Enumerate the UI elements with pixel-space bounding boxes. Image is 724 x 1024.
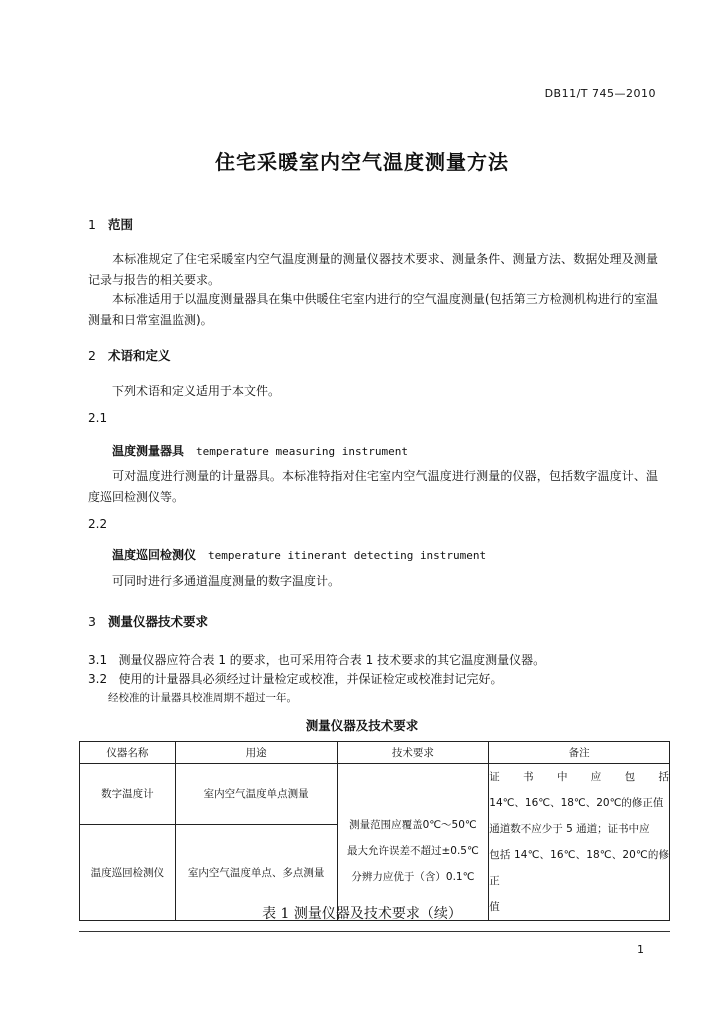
section-3-heading xyxy=(88,612,208,630)
section-1-heading xyxy=(88,215,133,233)
tech-line: 最大允许误差不超过±0.5℃ xyxy=(346,845,479,857)
term-2-1 xyxy=(112,442,408,459)
note-line: 值 xyxy=(489,901,500,913)
document-title: 住宅采暖室内空气温度测量方法 xyxy=(215,150,509,174)
clause-3-1 xyxy=(88,651,545,668)
note-line: 14℃、16℃、18℃、20℃的修正值 xyxy=(489,797,664,809)
term-2-2-definition: 可同时进行多通道温度测量的数字温度计。 xyxy=(112,574,341,588)
table-caption: 测量仪器及技术要求 xyxy=(305,718,419,733)
page-number: 1 xyxy=(637,943,644,956)
table-header-cell: 仪器名称 xyxy=(80,742,176,764)
term-2-2 xyxy=(112,546,486,563)
section-title: 范围 xyxy=(108,217,134,232)
clause-number: 3.2 xyxy=(88,672,108,686)
note-line: 包括 14℃、16℃、18℃、20℃的修正 xyxy=(489,849,669,887)
term-zh: 温度测量器具 xyxy=(112,444,185,458)
section-1-paragraph-1: 本标准规定了住宅采暖室内空气温度测量的测量仪器技术要求、测量条件、测量方法、数据处理及测量记录与报告的相关要求。 xyxy=(88,252,658,287)
instrument-name-cell: 数字温度计 xyxy=(80,764,176,825)
note-line: 证书中应包括 xyxy=(489,771,669,783)
instrument-name-cell: 温度巡回检测仪 xyxy=(80,824,176,920)
technical-requirements-cell xyxy=(337,764,489,921)
note-line: 通道数不应少于 5 通道；证书中应 xyxy=(489,823,650,835)
table-continuation-caption: 表 1 测量仪器及技术要求（续） xyxy=(262,906,462,922)
clause-number: 3.1 xyxy=(88,653,108,667)
document-code: DB11/T 745—2010 xyxy=(544,87,656,100)
instrument-use-cell: 室内空气温度单点、多点测量 xyxy=(175,824,337,920)
table-header-row xyxy=(80,742,670,764)
section-number: 3 xyxy=(88,614,96,629)
tech-line: 分辨力应优于（含）0.1℃ xyxy=(351,871,475,883)
instrument-use-cell: 室内空气温度单点测量 xyxy=(175,764,337,825)
section-title: 术语和定义 xyxy=(108,348,171,363)
section-1-paragraph-2: 本标准适用于以温度测量器具在集中供暖住宅室内进行的空气温度测量(包括第三方检测机构进行的室温测量和日常室温监测)。 xyxy=(88,292,658,327)
term-2-1-definition: 可对温度进行测量的计量器具。本标准特指对住宅室内空气温度进行测量的仪器，包括数字温度计、温度巡回检测仪等。 xyxy=(88,469,658,504)
section-title: 测量仪器技术要求 xyxy=(108,614,209,629)
calibration-note: 经校准的计量器具校准周期不超过一年。 xyxy=(108,692,297,704)
term-2-2-number: 2.2 xyxy=(88,517,108,531)
term-2-1-number: 2.1 xyxy=(88,411,108,425)
table-header-cell: 技术要求 xyxy=(337,742,489,764)
clause-text: 测量仪器应符合表 1 的要求，也可采用符合表 1 技术要求的其它温度测量仪器。 xyxy=(118,653,546,667)
section-number: 2 xyxy=(88,348,96,363)
table-header-cell: 用途 xyxy=(175,742,337,764)
clause-3-2 xyxy=(88,670,503,687)
table-row xyxy=(80,764,670,825)
section-2-intro: 下列术语和定义适用于本文件。 xyxy=(112,384,281,398)
page-divider xyxy=(79,931,670,932)
clause-text: 使用的计量器具必须经过计量检定或校准，并保证检定或校准封记完好。 xyxy=(118,672,503,686)
table-header-cell: 备注 xyxy=(489,742,670,764)
term-en: temperature itinerant detecting instrument xyxy=(208,549,487,562)
section-number: 1 xyxy=(88,217,96,232)
section-2-heading xyxy=(88,346,171,364)
instrument-requirements-table xyxy=(79,741,670,921)
tech-line: 测量范围应覆盖0℃～50℃ xyxy=(349,819,477,831)
term-zh: 温度巡回检测仪 xyxy=(112,548,197,562)
term-en: temperature measuring instrument xyxy=(196,445,408,458)
notes-cell xyxy=(489,764,670,921)
